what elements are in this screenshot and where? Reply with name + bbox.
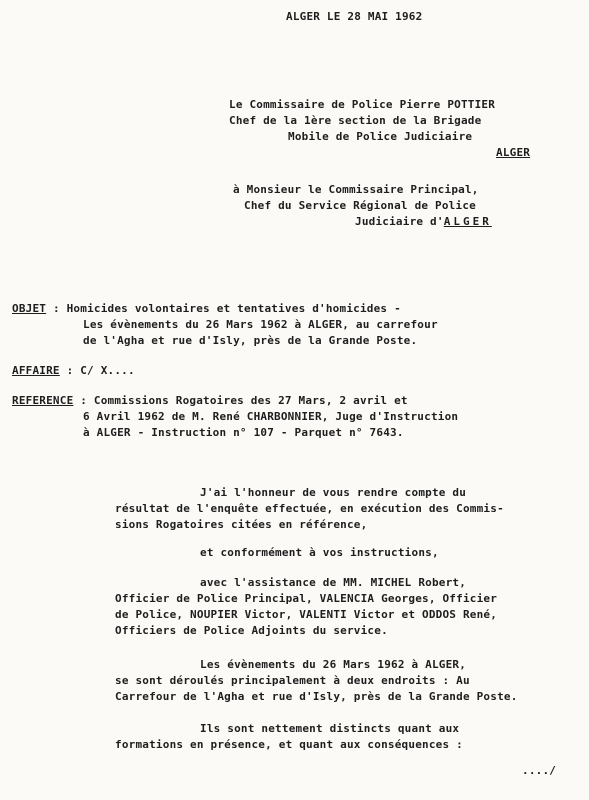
body-p4-line-1: Les évènements du 26 Mars 1962 à ALGER, xyxy=(200,658,467,671)
body-p5-line-2: formations en présence, et quant aux conséquences : xyxy=(115,738,463,751)
reference-line-1: REFERENCE : Commissions Rogatoires des 27 Mars, 2 avril et xyxy=(12,394,408,407)
affaire-line: AFFAIRE : C/ X.... xyxy=(12,364,135,377)
objet-line-1: OBJET : Homicides volontaires et tentatives d'homicides - xyxy=(12,302,401,315)
date-line: ALGER LE 28 MAI 1962 xyxy=(286,10,423,23)
body-p3-line-3: de Police, NOUPIER Victor, VALENTI Victor et ODDOS René, xyxy=(115,608,498,621)
reference-label: REFERENCE xyxy=(12,394,74,407)
sender-line-1: Le Commissaire de Police Pierre POTTIER xyxy=(229,98,496,111)
sender-line-3: Mobile de Police Judiciaire xyxy=(288,130,473,143)
sender-city: ALGER xyxy=(496,146,531,159)
recipient-city: ALGER xyxy=(443,215,492,228)
recipient-line-3: Judiciaire d'ALGER xyxy=(355,215,492,228)
continuation-mark: ..../ xyxy=(522,764,557,777)
body-p1-line-1: J'ai l'honneur de vous rendre compte du xyxy=(200,486,467,499)
sender-line-2: Chef de la 1ère section de la Brigade xyxy=(229,114,482,127)
reference-line-2: 6 Avril 1962 de M. René CHARBONNIER, Juge d'Instruction xyxy=(83,410,459,423)
objet-label: OBJET xyxy=(12,302,47,315)
body-p1-line-3: sions Rogatoires citées en référence, xyxy=(115,518,368,531)
body-p3-line-4: Officiers de Police Adjoints du service. xyxy=(115,624,388,637)
body-p3-line-1: avec l'assistance de MM. MICHEL Robert, xyxy=(200,576,467,589)
objet-line-2: Les évènements du 26 Mars 1962 à ALGER, au carrefour xyxy=(83,318,438,331)
reference-line-3: à ALGER - Instruction n° 107 - Parquet n° 7643. xyxy=(83,426,404,439)
body-p2: et conformément à vos instructions, xyxy=(200,546,439,559)
affaire-label: AFFAIRE xyxy=(12,364,60,377)
body-p5-line-1: Ils sont nettement distincts quant aux xyxy=(200,722,460,735)
body-p3-line-2: Officier de Police Principal, VALENCIA Georges, Officier xyxy=(115,592,498,605)
body-p4-line-3: Carrefour de l'Agha et rue d'Isly, près de la Grande Poste. xyxy=(115,690,518,703)
body-p1-line-2: résultat de l'enquête effectuée, en exécution des Commis- xyxy=(115,502,504,515)
body-p4-line-2: se sont déroulés principalement à deux endroits : Au xyxy=(115,674,470,687)
recipient-line-2: Chef du Service Régional de Police xyxy=(244,199,476,212)
objet-line-3: de l'Agha et rue d'Isly, près de la Grande Poste. xyxy=(83,334,418,347)
recipient-line-1: à Monsieur le Commissaire Principal, xyxy=(233,183,479,196)
